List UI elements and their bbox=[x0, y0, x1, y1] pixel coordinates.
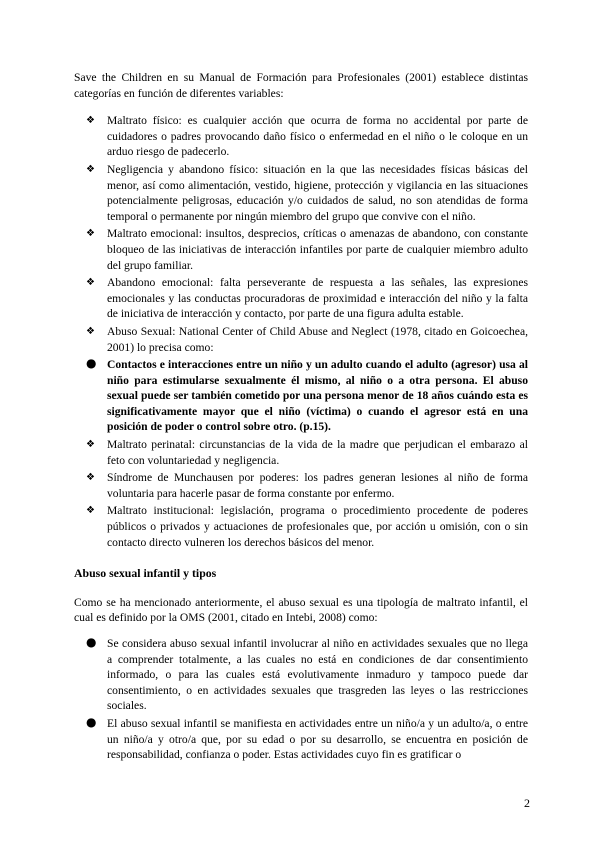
diamond-bullet-icon: ❖ bbox=[86, 228, 95, 240]
dot-bullet-icon: ● bbox=[86, 635, 97, 649]
diamond-bullet-icon: ❖ bbox=[86, 505, 95, 517]
diamond-bullet-icon: ❖ bbox=[86, 163, 95, 175]
diamond-bullet-icon: ❖ bbox=[86, 472, 95, 484]
list-item bbox=[86, 226, 528, 273]
list-item bbox=[86, 503, 528, 550]
list-item-quote bbox=[86, 356, 528, 435]
list-item-text: El abuso sexual infantil se manifiesta en actividades entre un niño/a y un adulto/a, o entre un niño/a y otro/a que, por su edad o por su desarrollo, se encuentra en posición de responsabilidad, confianza o poder. Estas actividades cuyo fin es gratificar o bbox=[107, 716, 528, 762]
list-item-text: Abandono emocional: falta perseverante de respuesta a las señales, las expresiones emocionales y las conductas procuradoras de proximidad e interacción del niño y la falta de iniciativa de interacción y contacto, por parte de una figura adulta estable. bbox=[107, 276, 528, 321]
list-item-text: Abuso Sexual: National Center of Child Abuse and Neglect (1978, citado en Goicoechea, 2001) lo precisa como: bbox=[107, 324, 528, 354]
list-item-text: Contactos e interacciones entre un niño y un adulto cuando el adulto (agresor) usa al niño para estimularse sexualmente él mismo, al niño o a otra persona. El abuso sexual puede ser también cometido por una persona menor de 18 años cuándo esta es significativamente mayor que el niño (víctima) o cuando el agresor está en una posición de poder o control sobre otro. (p.15). bbox=[107, 358, 528, 434]
oms-definition-list bbox=[74, 636, 528, 763]
list-item bbox=[86, 470, 528, 501]
list-item-text: Maltrato institucional: legislación, programa o procedimiento procedente de poderes públicos o privados y actuaciones de profesionales que, por acción u omisión, con o sin contacto directo vulneren los derechos básicos del menor. bbox=[107, 504, 528, 549]
list-item-text: Maltrato perinatal: circunstancias de la vida de la madre que perjudican el embarazo al feto con voluntariedad y negligencia. bbox=[107, 438, 528, 467]
list-item bbox=[86, 437, 528, 468]
list-item bbox=[86, 635, 528, 714]
diamond-bullet-icon: ❖ bbox=[86, 277, 95, 289]
list-item-text: Negligencia y abandono físico: situación en la que las necesidades físicas básicas del menor, así como alimentación, vestido, higiene, protección y vigilancia en las situaciones potencialmente peligrosas, educación y/o cuidados de salud, no son atendidas de forma temporal o permanente por ningún miembro del grupo que convive con el niño. bbox=[107, 162, 528, 223]
intro-paragraph: Save the Children en su Manual de Formación para Profesionales (2001) establece distintas categorías en función de diferentes variables: bbox=[74, 71, 528, 100]
diamond-bullet-icon: ❖ bbox=[86, 439, 95, 451]
diamond-bullet-icon: ❖ bbox=[86, 325, 95, 337]
list-item bbox=[86, 162, 528, 224]
list-item-text: Se considera abuso sexual infantil involucrar al niño en actividades sexuales que no llega a comprender totalmente, a las cuales no está en condiciones de dar consentimiento informado, o para las cuales está evolutivamente inmaduro y tampoco puede dar consentimiento, o en actividades sexuales que trasgreden las leyes o las restricciones sociales. bbox=[107, 637, 528, 713]
list-item-text: Maltrato emocional: insultos, desprecios, críticas o amenazas de abandono, con constante bloqueo de las iniciativas de interacción infantiles por parte de cualquier miembro adulto del grupo familiar. bbox=[107, 227, 528, 272]
section-heading: Abuso sexual infantil y tipos bbox=[74, 566, 217, 581]
oms-intro-paragraph: Como se ha mencionado anteriormente, el abuso sexual es una tipología de maltrato infantil, el cual es definido por la OMS (2001, citado en Intebi, 2008) como: bbox=[74, 595, 528, 625]
list-item bbox=[86, 714, 528, 763]
page-number: 2 bbox=[524, 796, 530, 810]
dot-bullet-icon: ● bbox=[86, 356, 97, 371]
list-item bbox=[86, 113, 528, 160]
list-item-text: Maltrato físico: es cualquier acción que ocurra de forma no accidental por parte de cuidadores o padres provocando daño físico o enfermedad en el niño o le coloque en un arduo riesgo de padecerlo. bbox=[107, 114, 528, 159]
maltreatment-types-list bbox=[74, 113, 528, 550]
list-item bbox=[86, 275, 528, 322]
list-item-text: Síndrome de Munchausen por poderes: los padres generan lesiones al niño de forma voluntaria para hacerle pasar de forma constante por enfermo. bbox=[107, 471, 528, 500]
list-item bbox=[86, 324, 528, 355]
page-content bbox=[74, 70, 528, 765]
dot-bullet-icon: ● bbox=[86, 714, 97, 729]
diamond-bullet-icon: ❖ bbox=[86, 115, 95, 127]
